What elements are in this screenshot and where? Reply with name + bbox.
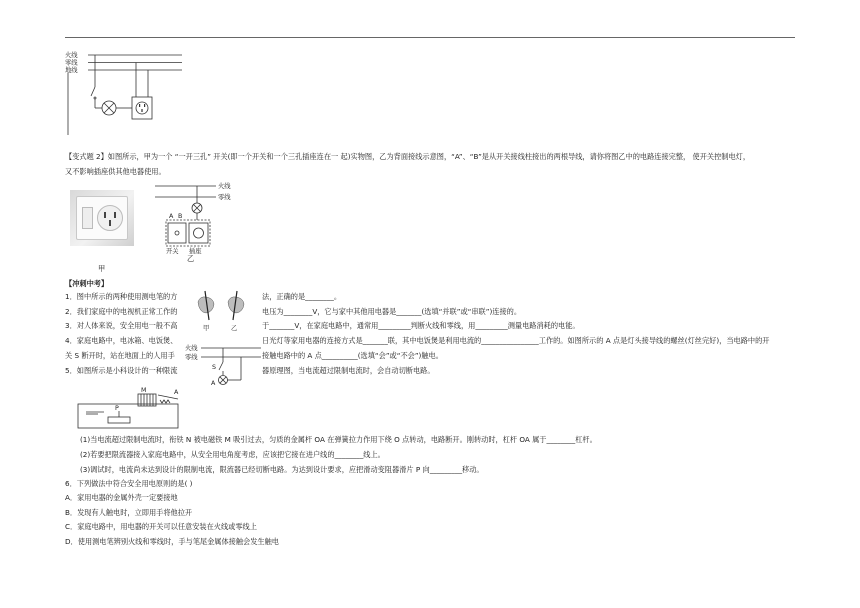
socket-outlet-icon	[97, 205, 123, 231]
yi-switch-label: 开关	[166, 248, 179, 254]
pen-figure-jia-label: 甲	[203, 325, 210, 332]
question-6-stem: 6．下列做法中符合安全用电原则的是( )	[65, 479, 193, 488]
switch-socket-photo	[70, 190, 134, 246]
question-6-option-c: C．家庭电路中，用电器的开关可以任意安装在火线或零线上	[65, 522, 257, 531]
yi-live-label: 火线	[218, 183, 231, 190]
lamp-circuit-figure	[183, 342, 263, 388]
ground-wire-label: 地线	[65, 67, 78, 74]
question-4-right: 日光灯等家用电器的连接方式是_______联，其中电饭煲是利用电流的________________工作的。如图所示的 A 点是灯头接导线的螺丝(灯丝完好)，当电路中的开	[262, 336, 770, 345]
question-4-cont-right: 接触电路中的 A 点__________(选填“会”或“不会”)触电。	[262, 351, 443, 360]
variant-question-line-1: 【变式题 2】如图所示，甲为一个 “一开三孔” 开关(即一个开关和一个三孔插座连在一 起)实物图，乙为背面接线示意图，“A”、“B”是从开关接线柱接出的两根导线，请你将图乙中的电路连接完整， 使开关控制电灯，	[65, 152, 751, 161]
limiter-a-label: A	[174, 389, 179, 396]
question-3-left: 3．对人体来说，安全用电一般不高	[65, 321, 178, 330]
sub-question-1: (1)当电流超过限制电流时，衔铁 N 被电磁铁 M 吸引过去，匀质的金属杆 OA 在弹簧拉力作用下绕 O 点转动，电路断开。刚转动时，杠杆 OA 属于________杠杆。	[80, 435, 597, 444]
limiter-m-label: M	[141, 387, 147, 394]
circuit-switch-s-label: S	[212, 364, 216, 371]
sub-question-2: (2)若要把限流器接入家庭电路中，从安全用电角度考虑，应该把它接在进户线的________线上。	[80, 450, 385, 459]
limiter-p-label: P	[115, 405, 119, 412]
section-title: 【冲刺中考】	[65, 279, 109, 288]
figure-yi-caption: 乙	[187, 254, 195, 263]
top-circuit-figure	[62, 49, 187, 139]
question-1-right: 法，正确的是________。	[262, 292, 342, 301]
sub-question-3: (3)调试时，电流尚未达到设计的限制电流，限流器已经切断电路。为达到设计要求，应把滑动变阻器滑片 P 向_________移动。	[80, 465, 484, 474]
question-1-left: 1．图中所示的两种使用测电笔的方	[65, 292, 178, 301]
variant-question-line-2: 又不影响插座供其他电器使用。	[65, 167, 166, 176]
question-5-left: 5．如图所示是小科设计的一种限流	[65, 366, 178, 375]
test-pen-figure	[186, 288, 258, 332]
yi-socket-label: 插座	[189, 248, 202, 254]
pen-figure-yi-label: 乙	[231, 325, 238, 332]
neutral-wire-label: 零线	[65, 59, 78, 67]
current-limiter-figure	[74, 384, 186, 432]
question-6-option-b: B．发现有人触电时，立即用手将他拉开	[65, 508, 193, 517]
question-3-right: 于_______V，在家庭电路中，通常用_________判断火线和零线，用_________测量电路消耗的电能。	[262, 321, 580, 330]
question-4-left: 4．家庭电路中，电冰箱、电饭煲、	[65, 336, 178, 345]
live-wire-label: 火线	[65, 52, 78, 59]
question-4-cont-left: 关 S 断开时，站在地面上的人用手	[65, 351, 175, 360]
figure-jia-caption: 甲	[98, 264, 106, 273]
circuit-neutral-label: 零线	[185, 354, 198, 361]
question-2-left: 2．我们家庭中的电视机正常工作的	[65, 307, 178, 316]
socket-plate	[76, 196, 128, 240]
question-6-option-a: A．家用电器的金属外壳一定要接地	[65, 493, 178, 502]
wiring-diagram-yi	[152, 178, 252, 254]
question-2-right: 电压为________V，它与家中其他用电器是_______(选填“并联”或“串联”)连接的。	[262, 307, 522, 316]
yi-wire-b-label: B	[178, 213, 183, 220]
question-5-right: 器原理图，当电流超过限制电流时，会自动切断电路。	[262, 366, 435, 375]
circuit-point-a-label: A	[211, 380, 216, 387]
yi-neutral-label: 零线	[218, 194, 231, 201]
yi-wire-a-label: A	[169, 213, 174, 220]
question-6-option-d: D．使用测电笔辨别火线和零线时，手与笔尾金属体接触会发生触电	[65, 537, 279, 546]
switch-key	[82, 207, 93, 229]
circuit-live-label: 火线	[185, 345, 198, 352]
header-rule	[65, 37, 795, 38]
